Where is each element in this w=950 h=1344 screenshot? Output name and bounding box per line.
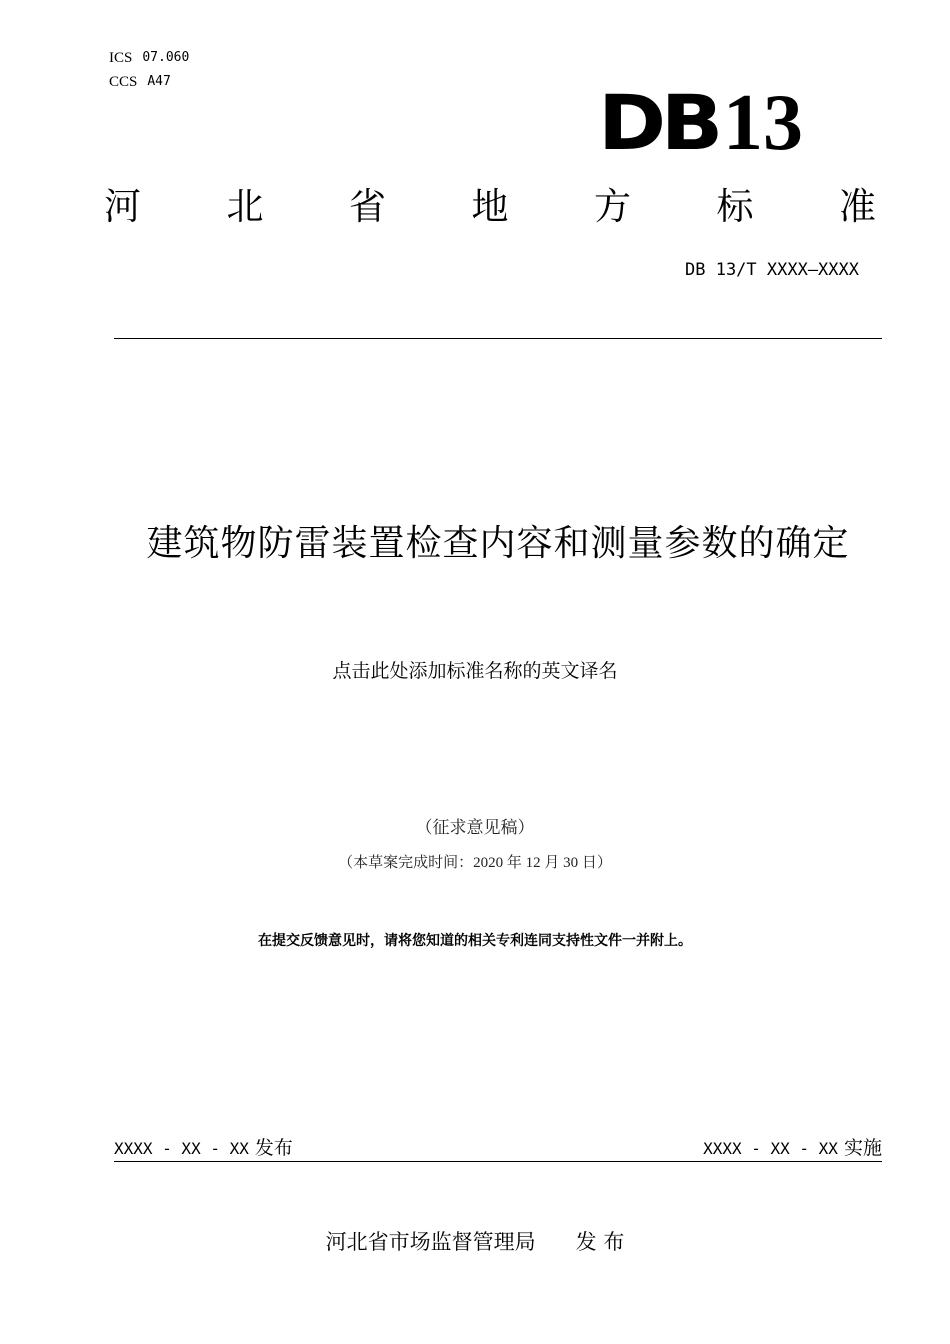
logo-number: 13: [723, 79, 804, 167]
release-date-value: XXXX - XX - XX: [114, 1139, 249, 1158]
title-char: 地: [471, 185, 509, 228]
draft-completion-time: （本草案完成时间：2020 年 12 月 30 日）: [338, 855, 612, 871]
effective-date-value: XXXX - XX - XX: [703, 1139, 838, 1158]
title-char: 方: [594, 185, 631, 228]
top-divider: [114, 338, 882, 339]
title-char: 标: [716, 185, 754, 228]
patent-notice: 在提交反馈意见时，请将您知道的相关专利连同支持性文件一并附上。: [258, 933, 692, 949]
title-char: 北: [226, 185, 264, 228]
effective-date: [703, 1133, 882, 1160]
release-date: [114, 1133, 293, 1160]
release-label: 发布: [254, 1137, 293, 1159]
draft-status: （征求意见稿）: [415, 818, 535, 837]
db13-logo: [598, 78, 818, 167]
classification-codes: [109, 46, 189, 94]
ccs-row: [109, 70, 189, 94]
title-char: 省: [349, 185, 386, 228]
document-title: 建筑物防雷装置检查内容和测量参数的确定: [146, 523, 850, 564]
standard-category-title: [104, 183, 876, 231]
effective-label: 实施: [843, 1137, 882, 1159]
title-char: 河: [104, 185, 141, 228]
standard-number: DB 13/T XXXX—XXXX: [685, 260, 859, 280]
bottom-divider: [114, 1161, 882, 1162]
ics-label: ICS: [109, 50, 133, 66]
logo-db-text: DB: [598, 78, 718, 167]
ccs-value: A47: [147, 74, 171, 89]
publisher: 河北省市场监督管理局 发 布: [325, 1230, 625, 1254]
english-title-placeholder[interactable]: 点击此处添加标准名称的英文译名: [332, 660, 618, 682]
ics-value: 07.060: [142, 50, 190, 65]
title-char: 准: [839, 185, 876, 228]
ics-row: [109, 46, 189, 70]
ccs-label: CCS: [109, 74, 138, 90]
